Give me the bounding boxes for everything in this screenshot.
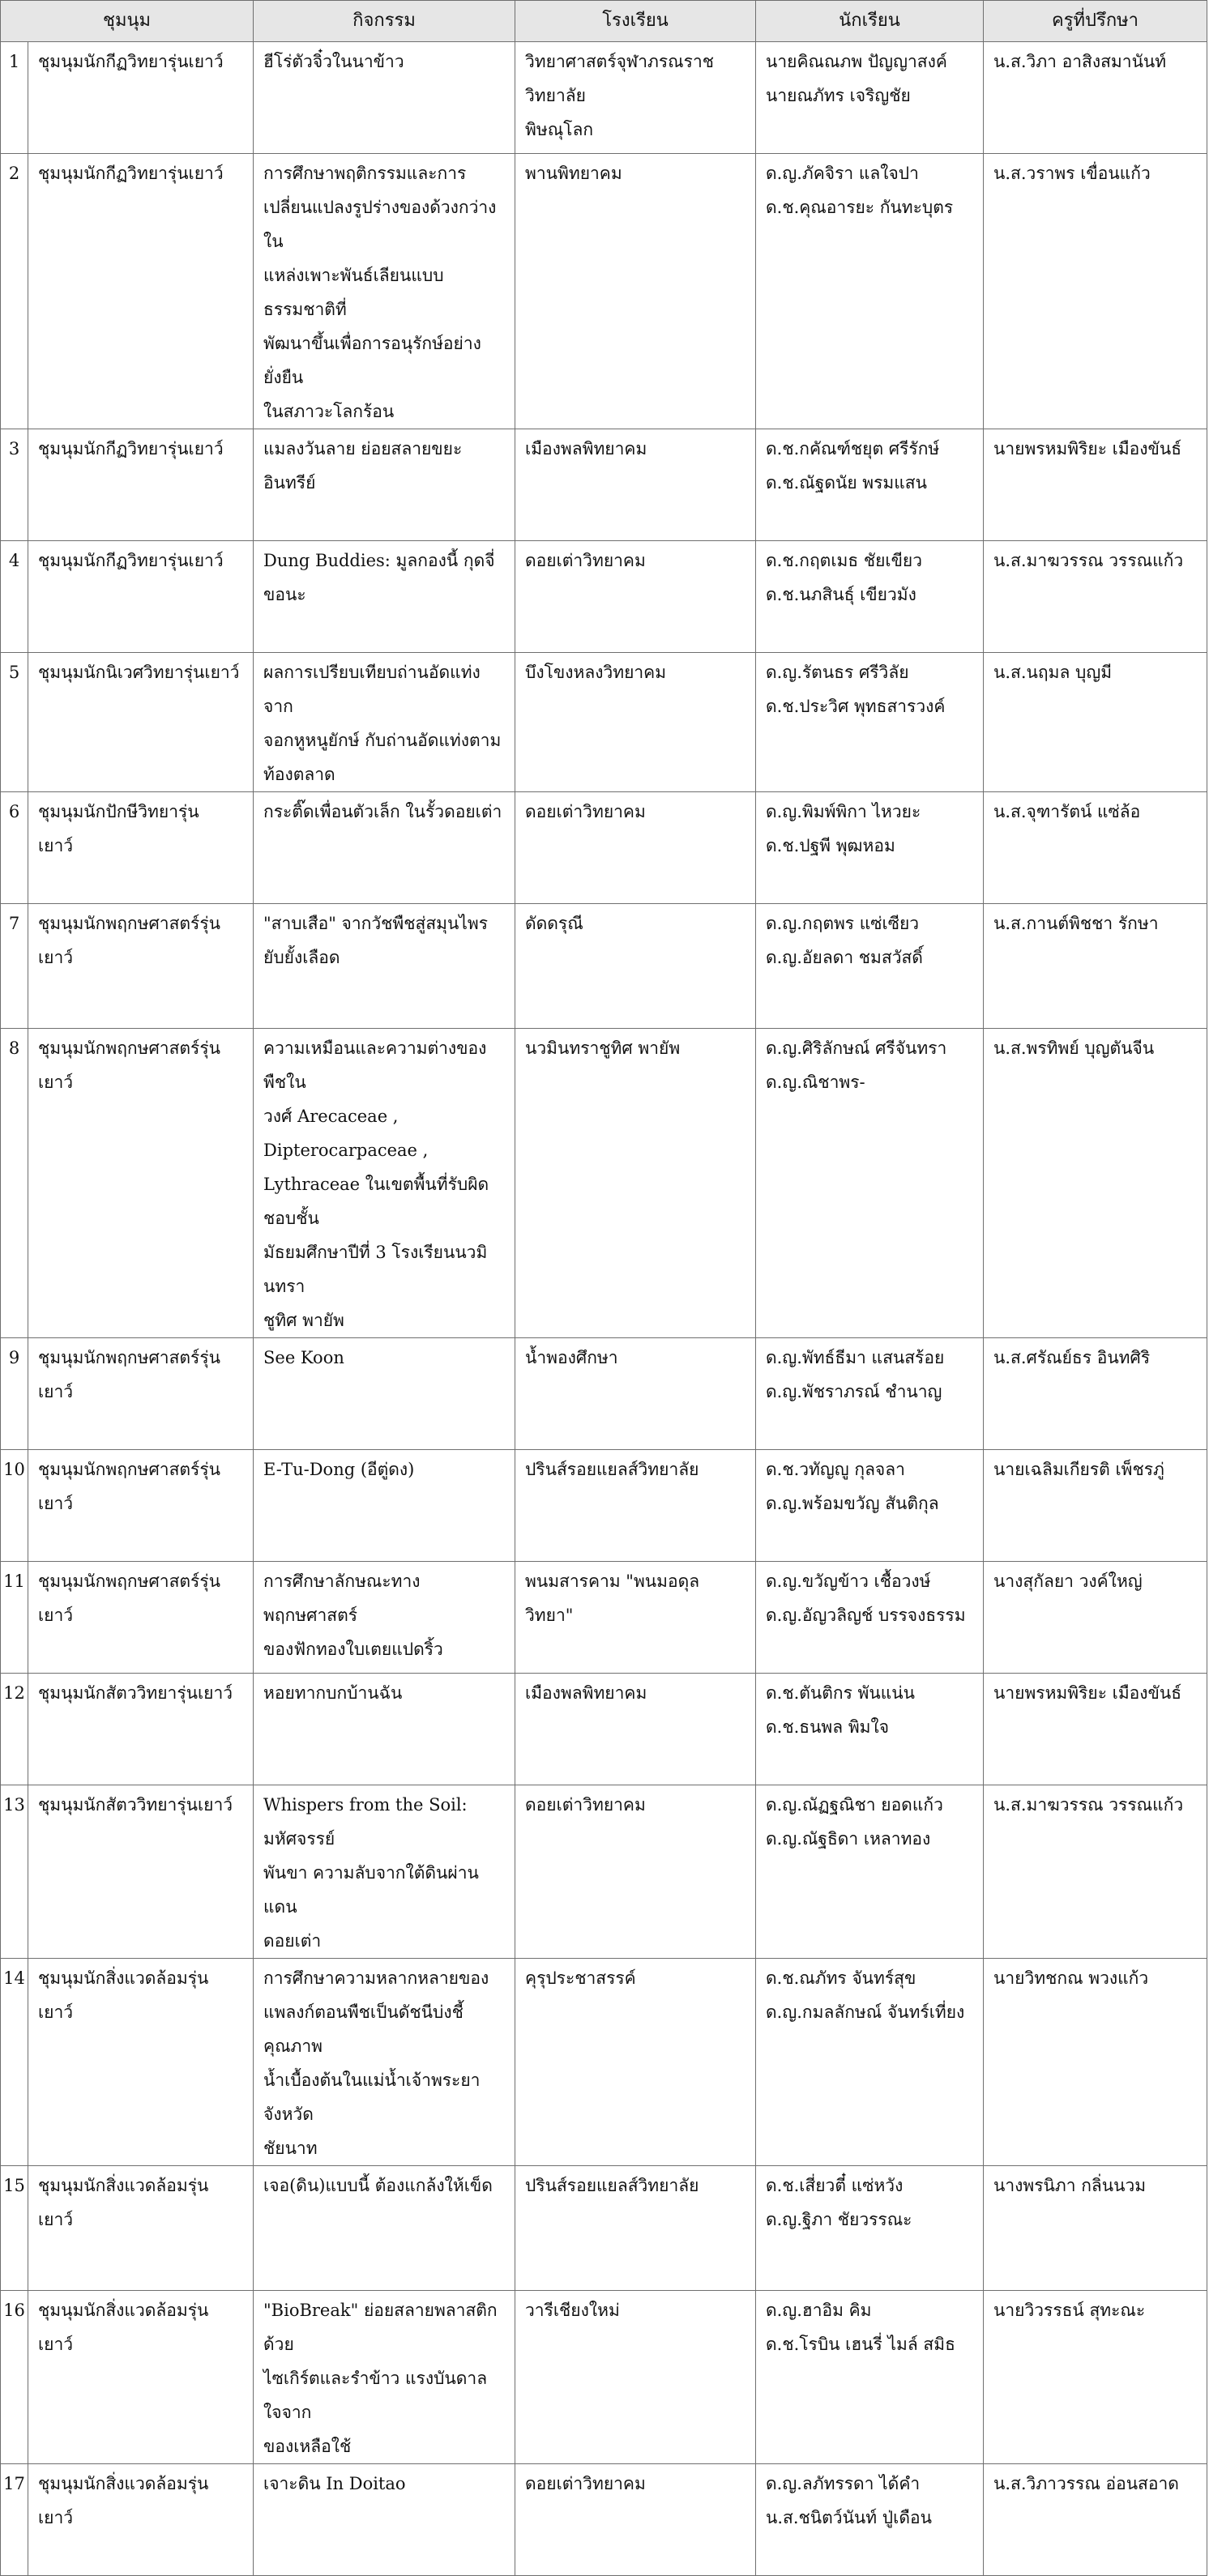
- club-cell: ชุมนุมนักพฤกษศาสตร์รุ่น เยาว์: [28, 1450, 254, 1562]
- header-school: โรงเรียน: [515, 1, 756, 42]
- school-cell: ดอยเต่าวิทยาคม: [515, 541, 756, 653]
- table-row: [1, 42, 1207, 154]
- row-number: 6: [1, 792, 28, 904]
- students-cell: ด.ญ.กฤตพร แซ่เซียว ด.ญ.อัยลดา ชมสวัสดิ์: [756, 904, 984, 1029]
- advisor-cell: นายวิวรรธน์ สุทะณะ: [984, 2291, 1207, 2464]
- students-cell: ด.ช.เสี่ยวตี๋ แซ่หวัง ด.ญ.ฐิภา ชัยวรรณะ: [756, 2166, 984, 2291]
- table-row: [1, 2464, 1207, 2576]
- row-number: 14: [1, 1959, 28, 2166]
- activity-cell: ความเหมือนและความต่างของพืชใน วงศ์ Arecaceae , Dipterocarpaceae , Lythraceae ในเขตพื้นที่รับผิดชอบชั้น มัธยมศึกษาปีที่ 3 โรงเรียนนวมินทรา ชูทิศ พายัพ: [254, 1029, 515, 1338]
- students-cell: ด.ญ.พัทธ์ธีมา แสนสร้อย ด.ญ.พัชราภรณ์ ชำนาญ: [756, 1338, 984, 1450]
- row-number: 8: [1, 1029, 28, 1338]
- row-number: 9: [1, 1338, 28, 1450]
- club-cell: ชุมนุมนักพฤกษศาสตร์รุ่น เยาว์: [28, 1562, 254, 1674]
- table-row: [1, 1029, 1207, 1338]
- club-cell: ชุมนุมนักปักษีวิทยารุ่น เยาว์: [28, 792, 254, 904]
- club-cell: ชุมนุมนักสิ่งแวดล้อมรุ่นเยาว์: [28, 2464, 254, 2576]
- row-number: 5: [1, 653, 28, 792]
- activity-cell: ผลการเปรียบเทียบถ่านอัดแท่งจาก จอกหูหนูยักษ์ กับถ่านอัดแท่งตาม ท้องตลาด: [254, 653, 515, 792]
- activity-cell: เจาะดิน In Doitao: [254, 2464, 515, 2576]
- advisor-cell: น.ส.กานต์พิชชา รักษา: [984, 904, 1207, 1029]
- table-row: [1, 904, 1207, 1029]
- activity-cell: เจอ(ดิน)แบบนี้ ต้องแกล้งให้เข็ด: [254, 2166, 515, 2291]
- table-row: [1, 1959, 1207, 2166]
- activity-cell: กระติ๊ดเพื่อนตัวเล็ก ในรั้วดอยเต่า: [254, 792, 515, 904]
- school-cell: พานพิทยาคม: [515, 154, 756, 429]
- table-row: [1, 792, 1207, 904]
- table-header-row: [1, 1, 1207, 42]
- row-number: 10: [1, 1450, 28, 1562]
- activity-cell: การศึกษาพฤติกรรมและการ เปลี่ยนแปลงรูปร่างของด้วงกว่างใน แหล่งเพาะพันธ์เลียนแบบธรรมชาติที่ พัฒนาขึ้นเพื่อการอนุรักษ์อย่างยั่งยืน ในสภาวะโลกร้อน: [254, 154, 515, 429]
- activity-cell: See Koon: [254, 1338, 515, 1450]
- table-row: [1, 1338, 1207, 1450]
- school-cell: คุรุประชาสรรค์: [515, 1959, 756, 2166]
- activity-cell: E-Tu-Dong (อีตู่ดง): [254, 1450, 515, 1562]
- table-row: [1, 1450, 1207, 1562]
- activity-cell: "สาบเสือ" จากวัชพืชสู่สมุนไพร ยับยั้งเลือด: [254, 904, 515, 1029]
- school-cell: น้ำพองศึกษา: [515, 1338, 756, 1450]
- table-row: [1, 541, 1207, 653]
- row-number: 2: [1, 154, 28, 429]
- students-cell: ด.ช.กฤตเมธ ชัยเขียว ด.ช.นภสินธุ์ เขียวมัง: [756, 541, 984, 653]
- club-cell: ชุมนุมนักสัตววิทยารุ่นเยาว์: [28, 1785, 254, 1959]
- school-cell: ปรินส์รอยแยลส์วิทยาลัย: [515, 2166, 756, 2291]
- header-activity: กิจกรรม: [254, 1, 515, 42]
- school-cell: เมืองพลพิทยาคม: [515, 1674, 756, 1785]
- activity-cell: "BioBreak" ย่อยสลายพลาสติกด้วย ไซเกิร์ตและรำข้าว แรงบันดาลใจจาก ของเหลือใช้: [254, 2291, 515, 2464]
- header-advisor: ครูที่ปรึกษา: [984, 1, 1207, 42]
- advisor-cell: นางสุกัลยา วงค์ใหญ่: [984, 1562, 1207, 1674]
- activity-cell: ฮีโร่ตัวจิ๋วในนาข้าว: [254, 42, 515, 154]
- table-row: [1, 653, 1207, 792]
- table-row: [1, 2166, 1207, 2291]
- table-row: [1, 429, 1207, 541]
- students-cell: ด.ญ.ฮาอิม คิม ด.ช.โรบิน เฮนรี่ ไมล์ สมิธ: [756, 2291, 984, 2464]
- students-cell: ด.ญ.รัตนธร ศรีวิลัย ด.ช.ประวิศ พุทธสารวงค์: [756, 653, 984, 792]
- advisor-cell: นายวิทชกณ พวงแก้ว: [984, 1959, 1207, 2166]
- students-cell: ด.ญ.พิมพ์พิกา ไหวยะ ด.ช.ปฐพี พุฒหอม: [756, 792, 984, 904]
- activity-cell: การศึกษาลักษณะทางพฤกษศาสตร์ ของฟักทองใบเตยแปดริ้ว: [254, 1562, 515, 1674]
- activity-cell: หอยทากบกบ้านฉัน: [254, 1674, 515, 1785]
- club-cell: ชุมนุมนักพฤกษศาสตร์รุ่น เยาว์: [28, 904, 254, 1029]
- club-cell: ชุมนุมนักพฤกษศาสตร์รุ่น เยาว์: [28, 1338, 254, 1450]
- students-cell: ด.ญ.ณัฏฐณิชา ยอดแก้ว ด.ญ.ณัฐธิดา เหลาทอง: [756, 1785, 984, 1959]
- club-cell: ชุมนุมนักสัตววิทยารุ่นเยาว์: [28, 1674, 254, 1785]
- table-row: [1, 154, 1207, 429]
- advisor-cell: นายเฉลิมเกียรติ เพ็ชรภู่: [984, 1450, 1207, 1562]
- school-cell: ดอยเต่าวิทยาคม: [515, 1785, 756, 1959]
- students-cell: ด.ญ.ศิริลักษณ์ ศรีจันทรา ด.ญ.ณิชาพร-: [756, 1029, 984, 1338]
- students-cell: ด.ญ.ภัคจิรา แลใจปา ด.ช.คุณอารยะ กันทะบุตร: [756, 154, 984, 429]
- table-row: [1, 1562, 1207, 1674]
- school-cell: พนมสารคาม "พนมอดุลวิทยา": [515, 1562, 756, 1674]
- advisor-cell: น.ส.มาฆวรรณ วรรณแก้ว: [984, 1785, 1207, 1959]
- club-cell: ชุมนุมนักสิ่งแวดล้อมรุ่นเยาว์: [28, 1959, 254, 2166]
- club-cell: ชุมนุมนักพฤกษศาสตร์รุ่น เยาว์: [28, 1029, 254, 1338]
- row-number: 7: [1, 904, 28, 1029]
- club-cell: ชุมนุมนักกีฏวิทยารุ่นเยาว์: [28, 429, 254, 541]
- activity-cell: แมลงวันลาย ย่อยสลายขยะอินทรีย์: [254, 429, 515, 541]
- club-cell: ชุมนุมนักนิเวศวิทยารุ่นเยาว์: [28, 653, 254, 792]
- advisor-cell: น.ส.ศรัณย์ธร อินทศิริ: [984, 1338, 1207, 1450]
- activity-cell: Whispers from the Soil: มหัศจรรย์ พันขา ความลับจากใต้ดินผ่านแดน ดอยเต่า: [254, 1785, 515, 1959]
- club-cell: ชุมนุมนักสิ่งแวดล้อมรุ่นเยาว์: [28, 2291, 254, 2464]
- activity-cell: การศึกษาความหลากหลายของ แพลงก์ตอนพืชเป็นดัชนีบ่งชี้คุณภาพ น้ำเบื้องต้นในแม่น้ำเจ้าพระยา จังหวัด ชัยนาท: [254, 1959, 515, 2166]
- row-number: 11: [1, 1562, 28, 1674]
- advisor-cell: นายพรหมพิริยะ เมืองขันธ์: [984, 429, 1207, 541]
- advisor-cell: น.ส.พรทิพย์ บุญตันจีน: [984, 1029, 1207, 1338]
- row-number: 3: [1, 429, 28, 541]
- advisor-cell: น.ส.นฤมล บุญมี: [984, 653, 1207, 792]
- table-row: [1, 1785, 1207, 1959]
- school-cell: ดอยเต่าวิทยาคม: [515, 2464, 756, 2576]
- advisor-cell: น.ส.วิภา อาสิงสมานันท์: [984, 42, 1207, 154]
- students-cell: ด.ช.ตันติกร พันแน่น ด.ช.ธนพล พิมใจ: [756, 1674, 984, 1785]
- advisor-cell: นางพรนิภา กลิ่นนวม: [984, 2166, 1207, 2291]
- school-cell: วารีเชียงใหม่: [515, 2291, 756, 2464]
- table-row: [1, 2291, 1207, 2464]
- school-cell: ปรินส์รอยแยลส์วิทยาลัย: [515, 1450, 756, 1562]
- header-students: นักเรียน: [756, 1, 984, 42]
- club-cell: ชุมนุมนักสิ่งแวดล้อมรุ่นเยาว์: [28, 2166, 254, 2291]
- students-cell: ด.ช.วทัญญู กุลจลา ด.ญ.พร้อมขวัญ สันติกุล: [756, 1450, 984, 1562]
- students-cell: ด.ญ.ลภัทรรดา ได้คำ น.ส.ชนิตว์นันท์ ปู่เดือน: [756, 2464, 984, 2576]
- row-number: 4: [1, 541, 28, 653]
- students-cell: ด.ญ.ขวัญข้าว เชื้อวงษ์ ด.ญ.อัญวลิญช์ บรรจงธรรม: [756, 1562, 984, 1674]
- advisor-cell: น.ส.มาฆวรรณ วรรณแก้ว: [984, 541, 1207, 653]
- students-cell: นายคิณณภพ ปัญญาสงค์ นายณภัทร เจริญชัย: [756, 42, 984, 154]
- school-cell: ดอยเต่าวิทยาคม: [515, 792, 756, 904]
- students-cell: ด.ช.ณภัทร จันทร์สุข ด.ญ.กมลลักษณ์ จันทร์เที่ยง: [756, 1959, 984, 2166]
- row-number: 12: [1, 1674, 28, 1785]
- advisor-cell: นายพรหมพิริยะ เมืองขันธ์: [984, 1674, 1207, 1785]
- school-cell: นวมินทราชูทิศ พายัพ: [515, 1029, 756, 1338]
- table-row: [1, 1674, 1207, 1785]
- club-cell: ชุมนุมนักกีฏวิทยารุ่นเยาว์: [28, 42, 254, 154]
- activity-cell: Dung Buddies: มูลกองนี้ กุดจี่ขอนะ: [254, 541, 515, 653]
- club-cell: ชุมนุมนักกีฏวิทยารุ่นเยาว์: [28, 541, 254, 653]
- advisor-cell: น.ส.วิภาวรรณ อ่อนสอาด: [984, 2464, 1207, 2576]
- row-number: 15: [1, 2166, 28, 2291]
- row-number: 16: [1, 2291, 28, 2464]
- school-cell: วิทยาศาสตร์จุฬาภรณราชวิทยาลัย พิษณุโลก: [515, 42, 756, 154]
- school-cell: บึงโขงหลงวิทยาคม: [515, 653, 756, 792]
- students-cell: ด.ช.กคัณฑ์ชยุต ศรีรักษ์ ด.ช.ณัฐดนัย พรมแสน: [756, 429, 984, 541]
- club-cell: ชุมนุมนักกีฏวิทยารุ่นเยาว์: [28, 154, 254, 429]
- advisor-cell: น.ส.วราพร เขื่อนแก้ว: [984, 154, 1207, 429]
- row-number: 17: [1, 2464, 28, 2576]
- advisor-cell: น.ส.จุฑารัตน์ แซ่ล้อ: [984, 792, 1207, 904]
- school-cell: ดัดดรุณี: [515, 904, 756, 1029]
- row-number: 13: [1, 1785, 28, 1959]
- header-club: ชุมนุม: [1, 1, 254, 42]
- row-number: 1: [1, 42, 28, 154]
- school-cell: เมืองพลพิทยาคม: [515, 429, 756, 541]
